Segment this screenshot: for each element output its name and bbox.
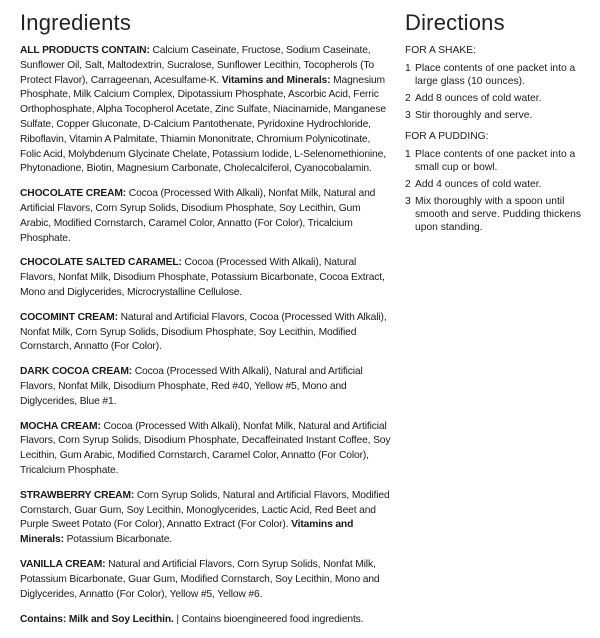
ingredient-block-text: Natural and Artificial Flavors, Cocoa (Processed With Alkali), Nonfat Milk, Corn Syrup Solids, Disodium Phosphate, Soy Lecithin, Modified Cornstarch, Annatto (For Color). — [20, 311, 387, 353]
ingredient-block-heading: COCOMINT CREAM: — [20, 311, 118, 323]
ingredient-block-dark-cocoa-cream — [20, 365, 392, 409]
step-text: Add 8 ounces of cold water. — [415, 93, 542, 104]
step-number: 1 — [405, 149, 411, 160]
shake-steps — [405, 62, 585, 122]
ingredient-block-mocha-cream — [20, 420, 392, 479]
shake-heading: FOR A SHAKE: — [405, 45, 476, 56]
allergen-label: Contains: Milk and Soy Lecithin. — [20, 613, 174, 625]
step-text: Add 4 ounces of cold water. — [415, 179, 542, 190]
vitamins-minerals-heading: Vitamins and Minerals: — [20, 519, 354, 546]
ingredient-block-heading: VANILLA CREAM: — [20, 558, 106, 570]
ingredient-block-text: Calcium Caseinate, Fructose, Sodium Caseinate, Sunflower Oil, Salt, Maltodextrin, Sucralose, Sunflower Lecithin, Tocopherols (To Protect Flavor), Carrageenan, Acesulfame-K. — [20, 45, 374, 86]
ingredient-block-heading: MOCHA CREAM: — [20, 420, 101, 432]
list-item — [405, 109, 585, 122]
vitamins-minerals-text: Potassium Bicarbonate. — [63, 534, 173, 546]
list-item — [405, 62, 585, 88]
step-text: Place contents of one packet into a large glass (10 ounces). — [415, 63, 576, 87]
ingredient-block-heading: CHOCOLATE CREAM: — [20, 188, 127, 200]
pudding-heading: FOR A PUDDING: — [405, 131, 489, 142]
ingredient-block-chocolate-salted-caramel — [20, 256, 392, 300]
directions-title: Directions — [405, 10, 505, 35]
ingredients-section — [20, 10, 392, 638]
ingredient-block-strawberry-cream — [20, 489, 392, 548]
pudding-steps — [405, 148, 585, 234]
ingredient-block-text: Cocoa (Processed With Alkali), Nonfat Milk, Natural and Artificial Flavors, Corn Syrup Solids, Disodium Phosphate, Soy Lecithin, Gum Arabic, Modified Cornstarch, Caramel Color, Annatto (For Color), Tricalcium Phosphate. — [20, 188, 376, 244]
step-number: 3 — [405, 110, 411, 121]
allergen-statement — [20, 613, 392, 628]
ingredient-block-heading: ALL PRODUCTS CONTAIN: — [20, 45, 150, 56]
ingredient-block-cocomint-cream — [20, 311, 392, 355]
ingredient-block-all-products — [20, 44, 392, 177]
ingredient-block-text: Cocoa (Processed With Alkali), Natural Flavors, Nonfat Milk, Disodium Phosphate, Potassium Bicarbonate, Cocoa Extract, Mono and Diglycerides, Microcrystalline Cellulose. — [20, 257, 385, 298]
vitamins-minerals-heading: Vitamins and Minerals: — [221, 74, 331, 86]
ingredient-block-text: Cocoa (Processed With Alkali), Natural and Artificial Flavors, Nonfat Milk, Disodium Phosphate, Red #40, Yellow #5, Mono and Diglycerides, Blue #1. — [20, 366, 363, 407]
list-item — [405, 195, 585, 234]
directions-section — [405, 10, 585, 242]
ingredient-block-heading: STRAWBERRY CREAM: — [20, 489, 135, 501]
step-number: 2 — [405, 93, 411, 104]
list-item — [405, 148, 585, 174]
ingredient-block-chocolate-cream — [20, 187, 392, 246]
bioengineered-note: | Contains bioengineered food ingredients. — [173, 613, 364, 625]
ingredient-block-heading: CHOCOLATE SALTED CARAMEL: — [20, 257, 182, 269]
step-text: Mix thoroughly with a spoon until smooth and serve. Pudding thickens upon standing. — [415, 196, 581, 233]
list-item — [405, 178, 585, 191]
ingredient-block-text: Cocoa (Processed With Alkali), Nonfat Milk, Natural and Artificial Flavors, Corn Syrup Solids, Disodium Phosphate, Decaffeinated Instant Coffee, Soy Lecithin, Gum Arabic, Modified Cornstarch, Caramel Color, Annatto (For Color), Tricalcium Phosphate. — [20, 420, 391, 476]
ingredients-title: Ingredients — [20, 10, 132, 35]
ingredient-block-text: Corn Syrup Solids, Natural and Artificial Flavors, Modified Cornstarch, Guar Gum, Soy Lecithin, Monoglycerides, Lactic Acid, Red Beet and Purple Sweet Potato (For Color), Annatto Extract (For Color). — [20, 489, 390, 531]
ingredient-block-text: Natural and Artificial Flavors, Corn Syrup Solids, Nonfat Milk, Potassium Bicarbonate, Guar Gum, Modified Cornstarch, Soy Lecithin, Mono and Diglycerides, Annatto (For Color), Yellow #5, Yellow #6. — [20, 558, 380, 600]
step-number: 3 — [405, 196, 411, 207]
ingredient-block-vanilla-cream — [20, 558, 392, 602]
list-item — [405, 92, 585, 105]
vitamins-minerals-text: Magnesium Phosphate, Milk Calcium Complex, Dipotassium Phosphate, Ascorbic Acid, Ferric Orthophosphate, Alpha Tocopherol Acetate, Zinc Sulfate, Niacinamide, Manganese Sulfate, Copper Gluconate, D-Calcium Pantothenate, Pyridoxine Hydrochloride, Riboflavin, Vitamin A Palmitate, Thiamin Mononitrate, Chromium Polynicotinate, Folic Acid, Molybdenum Glycinate Chelate, Potassium Iodide, L-Selenomethionine, Phytonadione, Biotin, Magnesium Carbonate, Cholecalciferol, Cyanocobalamin. — [20, 74, 386, 175]
step-text: Place contents of one packet into a small cup or bowl. — [415, 149, 576, 173]
ingredient-block-heading: DARK COCOA CREAM: — [20, 366, 133, 378]
step-text: Stir thoroughly and serve. — [415, 110, 533, 121]
step-number: 1 — [405, 63, 411, 74]
step-number: 2 — [405, 179, 411, 190]
